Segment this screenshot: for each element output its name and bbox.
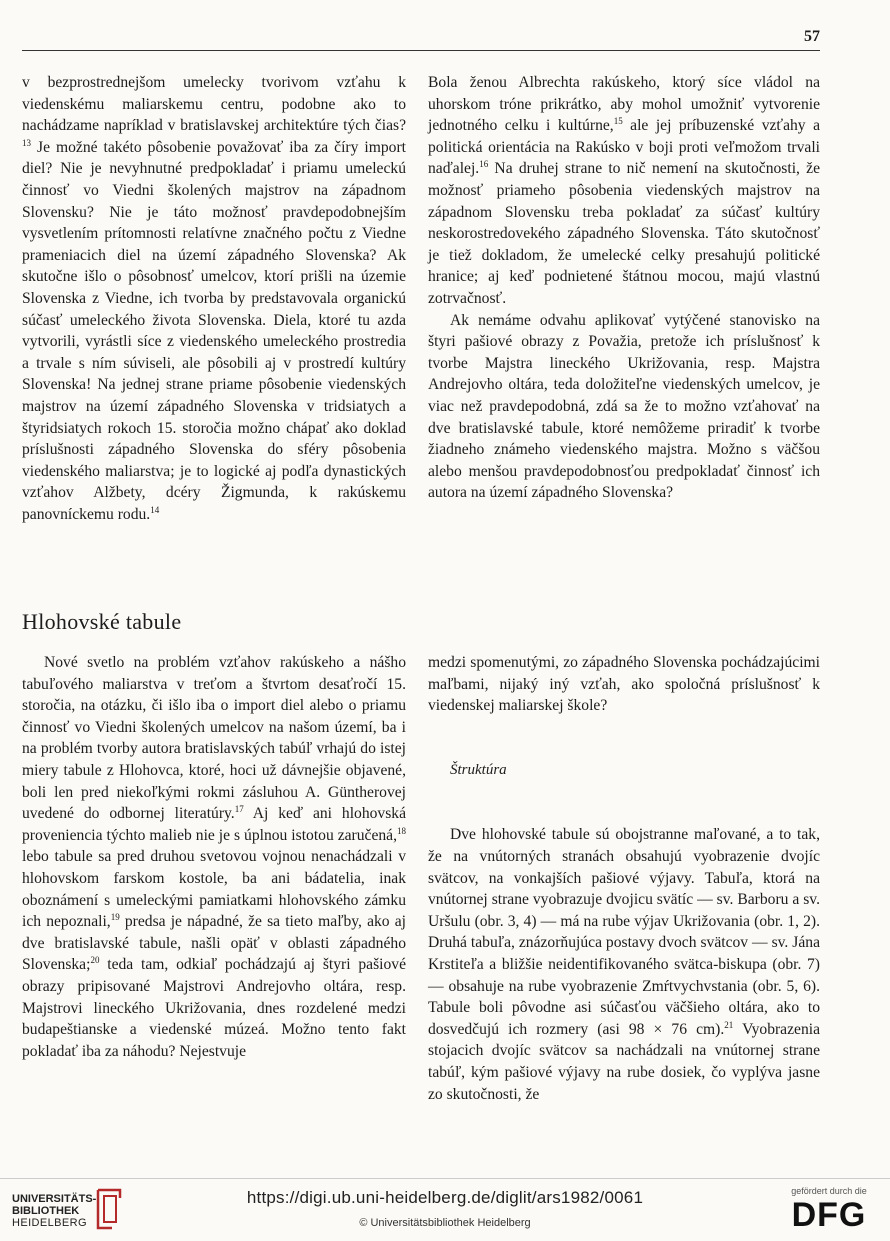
footnote-ref: 19 [110,911,120,922]
text-column-top-right [428,72,820,504]
funding-caption: gefördert durch die [791,1186,867,1196]
text-run: ale jej príbuzenské vzťahy a politická orientácia na Rakúsko v boji proti veľmožom trvali naďalej. [428,117,820,178]
footnote-ref: 18 [397,825,406,836]
footnote-ref: 16 [479,159,489,170]
footnote-ref: 20 [90,955,100,966]
copyright-notice: © Universitätsbibliothek Heidelberg [359,1217,531,1229]
paragraph [22,72,406,525]
footnote-ref: 21 [724,1019,734,1030]
text-run: lebo tabule sa pred druhou svetovou vojnou nenachádzali v hlohovskom farskom kostole, ba ani bádatelia, inak oboznámení s umeleckými pamiatkami hlohovského zámku ich nepoznali, [22,848,406,931]
page-number: 57 [804,28,820,45]
library-name-line: BIBLIOTHEK [12,1205,80,1217]
library-name-line: HEIDELBERG [12,1217,87,1229]
paragraph: Ak nemáme odvahu aplikovať vytýčené stanovisko na štyri pašiové obrazy z Považia, pretože ich príslušnosť k tvorbe Majstra lineckého Ukrižovania, resp. Majstra Andrejovho oltára, teda doložiteľne viedenských umelcov, je viac než pravdepodobná, zdá sa že to možno vzťahovať na dve bratislavské tabule, ktoré nemôžeme priradiť k tvorbe žiadneho známeho viedenského majstra. Možno s väčšou alebo menšou pravdepodobnosťou predpokladať činnosť ich autora na území západného Slovenska? [428,311,820,502]
text-run: v bezprostrednejšom umelecky tvorivom vzťahu k viedenskému maliarskemu centru, podobne ako to nachádzame napríklad v bratislavskej architektúre tých čias? [22,74,406,135]
text-run: Nové svetlo na problém vzťahov rakúskeho a nášho tabuľového maliarstva v treťom a štvrtom desaťročí 15. storočia, na otázku, či išlo iba o import diel alebo o priamu činnosť vo Viedni školených umelcov na našom území, ba i na problém tvorby autora bratislavských tabúľ vrhajú do istej miery tabule z Hlohovca, ktoré, hoci už dávnejšie objavené, boli len pred niekoľkými rokmi zásluhou A. Güntherovej uvedené do odbornej literatúry. [22,654,406,823]
text-run: Aj keď ani hlohovská proveniencia týchto malieb nie je s úplnou istotou zaručená, [22,805,406,844]
dfg-logo: DFG [791,1196,867,1234]
text-run: predsa je nápadné, že sa tieto maľby, ako aj dve bratislavské tabule, našli opäť v oblasti západného Slovenska; [22,913,406,974]
footnote-ref: 17 [234,803,244,814]
permalink-url[interactable]: https://digi.ub.uni-heidelberg.de/diglit/ars1982/0061 [246,1188,644,1207]
text-column-bottom-right [428,652,820,1105]
footer-divider [0,1178,890,1179]
paragraph [22,652,406,1062]
library-name-line: UNIVERSITÄTS- [12,1193,97,1205]
text-column-bottom-left [22,652,406,1062]
paragraph [428,824,820,1105]
footnote-ref: 15 [613,116,623,126]
subheading: Štruktúra [450,761,507,778]
text-run: teda tam, odkiaľ pochádzajú aj štyri pašiové obrazy pripisované Majstrovi Andrejovho oltára, resp. Majstrovi lineckého Ukrižovania, dnes rozdelené medzi budapeštianske a viedenské múzeá. Možno tento fakt pokladať iba za náhodu? Nejestvuje [22,956,406,1060]
text-run: Vyobrazenia stojacich dvojíc svätcov sa nachádzali na vnútornej strane tabúľ, kým pašiové výjavy na rube dosiek, čo vyplýva jasne zo skutočnosti, že [428,1020,820,1103]
text-run: Je možné takéto pôsobenie považovať iba za číry import diel? Nie je nevyhnutné predpokladať i priamu umeleckú činnosť vo Viedni školených majstrov na západnom Slovensku? Nie je táto možnosť pravdepodobnejším vysvetlením prítomnosti relatívne značného počtu z Viedne prameniacich diel na území západného Slovenska? Ak skutočne išlo o pôsobnosť umelcov, ktorí prišli na územie Slovenska z Viedne, ich tvorba by predstavovala organickú súčasť umeleckého života Slovenska. Diela, ktoré tu azda vytvorili, vyrástli síce z viedenského umeleckého prostredia a trvale s ním súviseli, ale pôsobili aj v prostredí kultúry Slovenska! Na jednej strane priame pôsobenie viedenských majstrov na území západného Slovenska v tridsiatych a štyridsiatych rokoch 15. storočia možno chápať ako doklad príslušnosti západného Slovenska do sféry pôsobenia viedenského maliarstva; je to logické aj podľa dynastických vzťahov Alžbety, dcéry Žigmunda, k rakúskemu panovníckemu rodu. [22,138,406,523]
funding-badge[interactable] [784,1186,874,1234]
section-title: Hlohovské tabule [22,609,182,634]
text-column-top-left [22,72,406,525]
paragraph: medzi spomenutými, zo západného Slovenska pochádzajúcimi maľbami, nijaký iný vzťah, ako spoločná príslušnosť k viedenskej maliarskej škole? [428,654,820,715]
text-run: Na druhej strane to nič nemení na skutočnosti, že možnosť priameho pôsobenia viedenských majstrov na západnom Slovensku treba pokladať za súčasť kultúry neskorostredovekého západného Slovenska. Táto skutočnosť je tiež dokladom, že umelecké celky presahujú politické hranice; aj keď podnietené štátnou mocou, majú vlastnú zotrvačnosť. [428,160,820,307]
footnote-ref: 14 [150,504,160,515]
text-run: Bola ženou Albrechta rakúskeho, ktorý síce vládol na uhorskom tróne prikrátko, aby mohol umožniť vytvorenie jednotného celku i kultúrne, [428,74,820,135]
footnote-ref: 13 [22,137,31,148]
header-rule [22,50,820,51]
paragraph [428,72,820,310]
text-run: Dve hlohovské tabule sú obojstranne maľované, a to tak, že na vnútorných stranách obsahujú vyobrazenie dvojíc svätcov, na vonkajších pašiové výjavy. Tabuľa, ktorá na vnútornej strane vyobrazuje dvojicu svätíc — sv. Barboru a sv. Uršulu (obr. 3, 4) — má na rube výjav Ukrižovania (obr. 1, 2). Druhá tabuľa, znázorňujúca postavy dvoch svätcov — sv. Jána Krstiteľa a bližšie neidentifikovaného svätca-biskupa (obr. 7) — obsahuje na rube vyobrazenie Zmŕtvychvstania (obr. 5, 6). Tabule boli pôvodne asi súčasťou väčšieho oltára, ako to dosvedčujú ich rozmery (asi 98 × 76 cm). [428,826,820,1038]
